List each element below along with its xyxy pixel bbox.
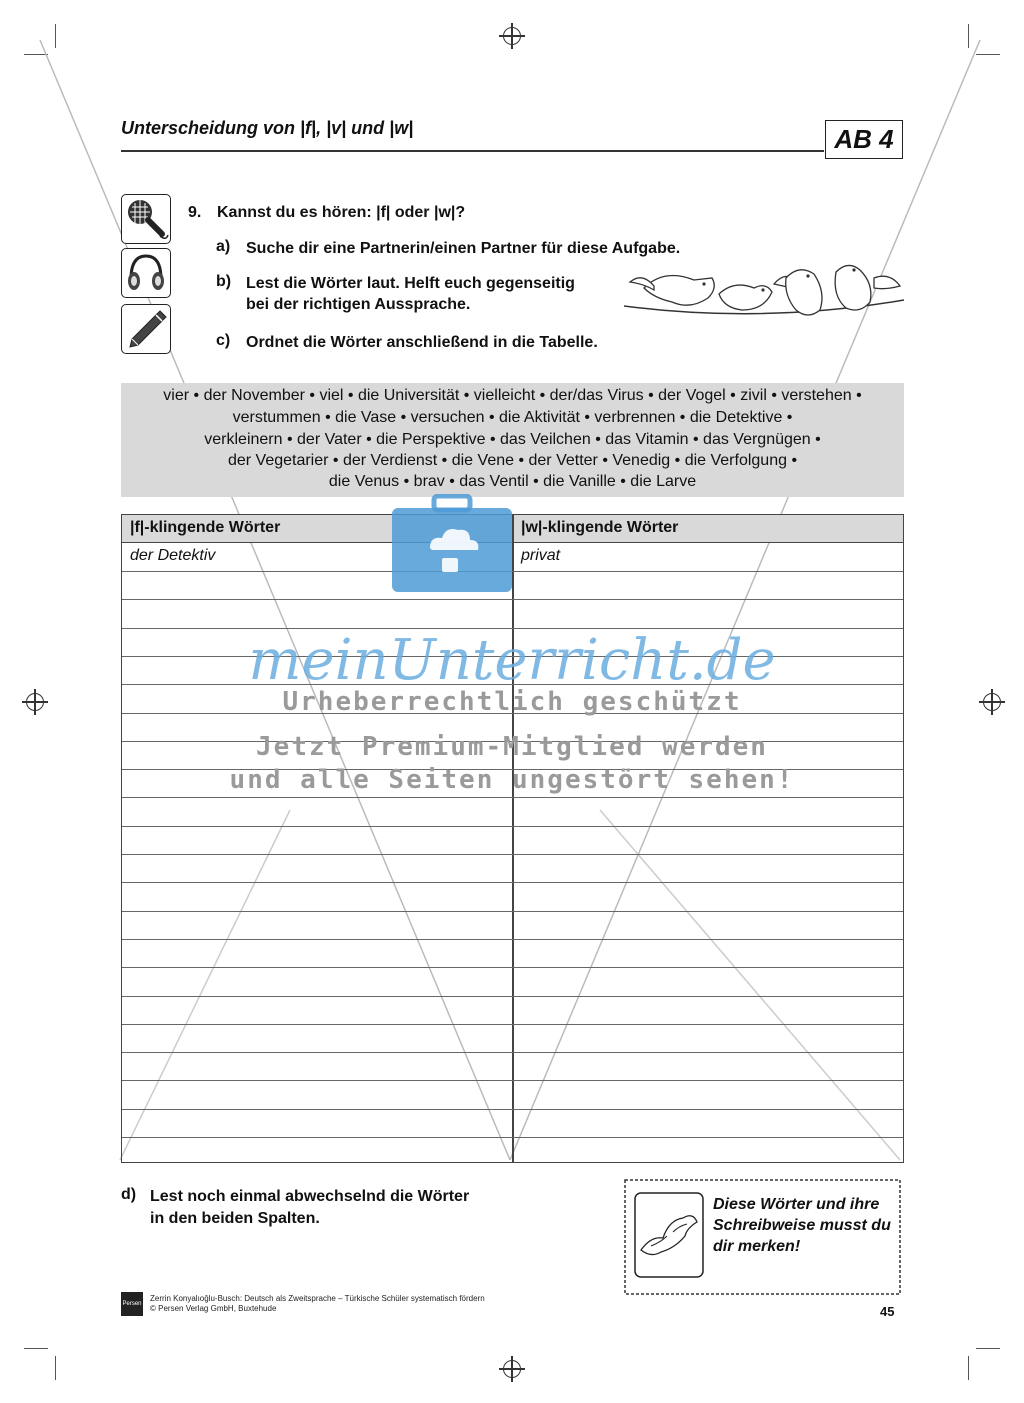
- note-line: Diese Wörter und ihre: [713, 1196, 880, 1213]
- note-text: [713, 1194, 891, 1257]
- task-d-letter: d): [121, 1186, 137, 1203]
- column-divider: [512, 515, 514, 1162]
- note-line: Schreibweise musst du: [713, 1217, 891, 1234]
- task-number: 9.: [188, 204, 202, 221]
- watermark-line: Jetzt Premium-Mitglied werden: [256, 732, 768, 762]
- table-row-line: [122, 882, 903, 883]
- word-bank-line: verkleinern • der Vater • die Perspektive • das Veilchen • das Vitamin • das Vergnügen •: [204, 431, 821, 448]
- footer-credits: [150, 1294, 485, 1314]
- task-d-text: [150, 1186, 469, 1230]
- table-row-line: [122, 1052, 903, 1053]
- word-bank-line: die Venus • brav • das Ventil • die Vanille • die Larve: [328, 473, 697, 490]
- headphones-icon: [121, 248, 171, 298]
- title-rule: [121, 150, 824, 152]
- subtask-letter: c): [216, 332, 231, 349]
- footer-line: © Persen Verlag GmbH, Buxtehude: [150, 1304, 277, 1313]
- watermark-line: und alle Seiten ungestört sehen!: [229, 765, 795, 795]
- column-header-f: |f|-klingende Wörter: [130, 519, 281, 536]
- subtask-line: bei der richtigen Aussprache.: [246, 296, 471, 313]
- subtask-line: Lest die Wörter laut. Helft euch gegenseitig: [246, 275, 575, 292]
- worksheet-badge: AB 4: [825, 120, 903, 159]
- subtask-text: [246, 273, 575, 315]
- table-row-line: [122, 1109, 903, 1110]
- task-d-line: in den beiden Spalten.: [150, 1210, 320, 1227]
- example-f: der Detektiv: [130, 547, 216, 564]
- footer-line: Zerrin Konyalıoğlu-Busch: Deutsch als Zweitsprache – Türkische Schüler systematisch fördern: [150, 1294, 485, 1303]
- subtask-text: [246, 238, 680, 259]
- column-header-w: |w|-klingende Wörter: [521, 519, 679, 536]
- table-row-line: [122, 826, 903, 827]
- pen-icon: [121, 304, 171, 354]
- table-row-line: [122, 1024, 903, 1025]
- table-row-line: [122, 1080, 903, 1081]
- publisher-logo: Persen: [121, 1292, 143, 1316]
- table-row-line: [122, 939, 903, 940]
- example-w: privat: [521, 547, 561, 564]
- task-question: Kannst du es hören: |f| oder |w|?: [217, 204, 466, 221]
- word-bank: [121, 383, 904, 497]
- table-row-line: [122, 996, 903, 997]
- subtask-line: Ordnet die Wörter anschließend in die Tabelle.: [246, 334, 598, 351]
- table-row-line: [122, 854, 903, 855]
- watermark-brand: meinUnterricht.de: [248, 628, 776, 693]
- table-row-line: [122, 967, 903, 968]
- table-row-line: [122, 599, 903, 600]
- microphone-icon: [121, 194, 171, 244]
- briefcase-icon: [390, 494, 514, 594]
- birds-illustration: [624, 258, 904, 334]
- page-number: 45: [880, 1304, 895, 1319]
- task-d-line: Lest noch einmal abwechselnd die Wörter: [150, 1188, 470, 1205]
- table-row-line: [122, 797, 903, 798]
- subtask-line: Suche dir eine Partnerin/einen Partner für diese Aufgabe.: [246, 240, 681, 257]
- table-row-line: [122, 1137, 903, 1138]
- subtask-letter: b): [216, 273, 232, 290]
- word-bank-line: vier • der November • viel • die Universität • vielleicht • der/das Virus • der Vogel • zivil • verstehen •: [163, 387, 862, 404]
- sorting-table: [121, 514, 904, 1163]
- watermark-line: Urheberrechtlich geschützt: [282, 687, 742, 717]
- subtask-text: [246, 332, 598, 353]
- word-bank-line: der Vegetarier • der Verdienst • die Vene • der Vetter • Venedig • die Verfolgung •: [227, 452, 798, 469]
- page-title: Unterscheidung von |f|, |v| und |w|: [121, 118, 414, 138]
- word-bank-line: verstummen • die Vase • versuchen • die Aktivität • verbrennen • die Detektive •: [232, 409, 793, 426]
- table-row-line: [122, 911, 903, 912]
- note-line: dir merken!: [713, 1238, 801, 1255]
- subtask-letter: a): [216, 238, 231, 255]
